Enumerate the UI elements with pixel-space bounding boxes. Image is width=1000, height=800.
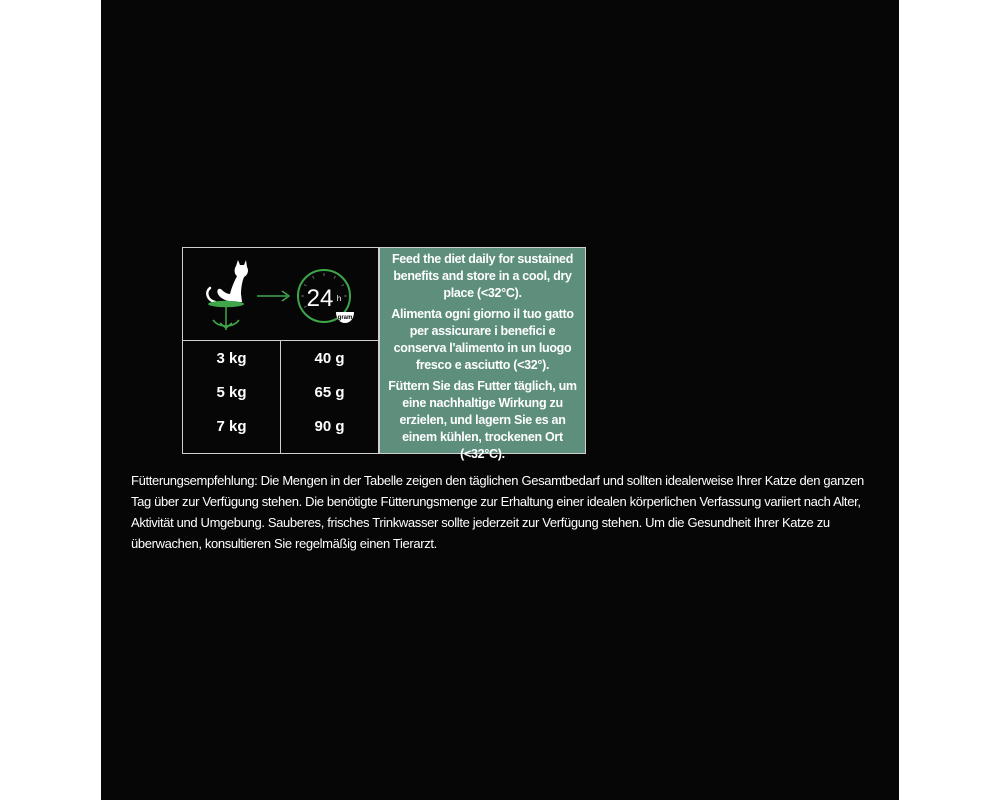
feeding-table [182,247,586,461]
clock-value: 24 [306,285,334,312]
weight-cell: 7 kg [216,418,247,435]
gram-cell: 90 g [314,418,345,435]
info-text-en: Feed the diet daily for sustained benefits and store in a cool, dry place (<32°C). [391,252,574,300]
weight-cell: 3 kg [216,350,247,367]
info-text-de: Füttern Sie das Futter täglich, um eine nachhaltige Wirkung zu erzielen, und lagern Sie es an einem kühlen, trockenen Ort (<32°C). [388,379,577,461]
weight-column [182,341,281,454]
clock-unit: h [336,294,342,303]
bowl-label: gram [337,315,353,321]
gram-cell: 65 g [314,384,345,401]
info-text-it: Alimenta ogni giorno il tuo gatto per assicurare i benefici e conserva l'alimento in un luogo fresco e asciutto (<32°). [391,307,574,372]
gram-cell: 40 g [314,350,345,367]
arrow-right-icon [257,291,289,301]
weight-cell: 5 kg [216,384,247,401]
feeding-icon-cell [182,247,379,341]
clock-24h-icon [298,270,354,323]
cat-on-scale-icon [207,260,248,330]
feeding-recommendation-text: Fütterungsempfehlung: Die Mengen in der Tabelle zeigen den täglichen Gesamtbedarf und sollten idealerweise Ihrer Katze den ganzen Tag über zur Verfügung stehen. Die benötigte Fütterungsmenge zur Erhaltung einer idealen körperlichen Verfassung variiert nach Alter, Aktivität und Umgebung. Sauberes, frisches Trinkwasser sollte jederzeit zur Verfügung stehen. Um die Gesundheit Ihrer Katze zu überwachen, konsultieren Sie regelmäßig einen Tierarzt. [131,473,864,551]
storage-info-box [379,247,586,461]
gram-column [280,341,379,454]
